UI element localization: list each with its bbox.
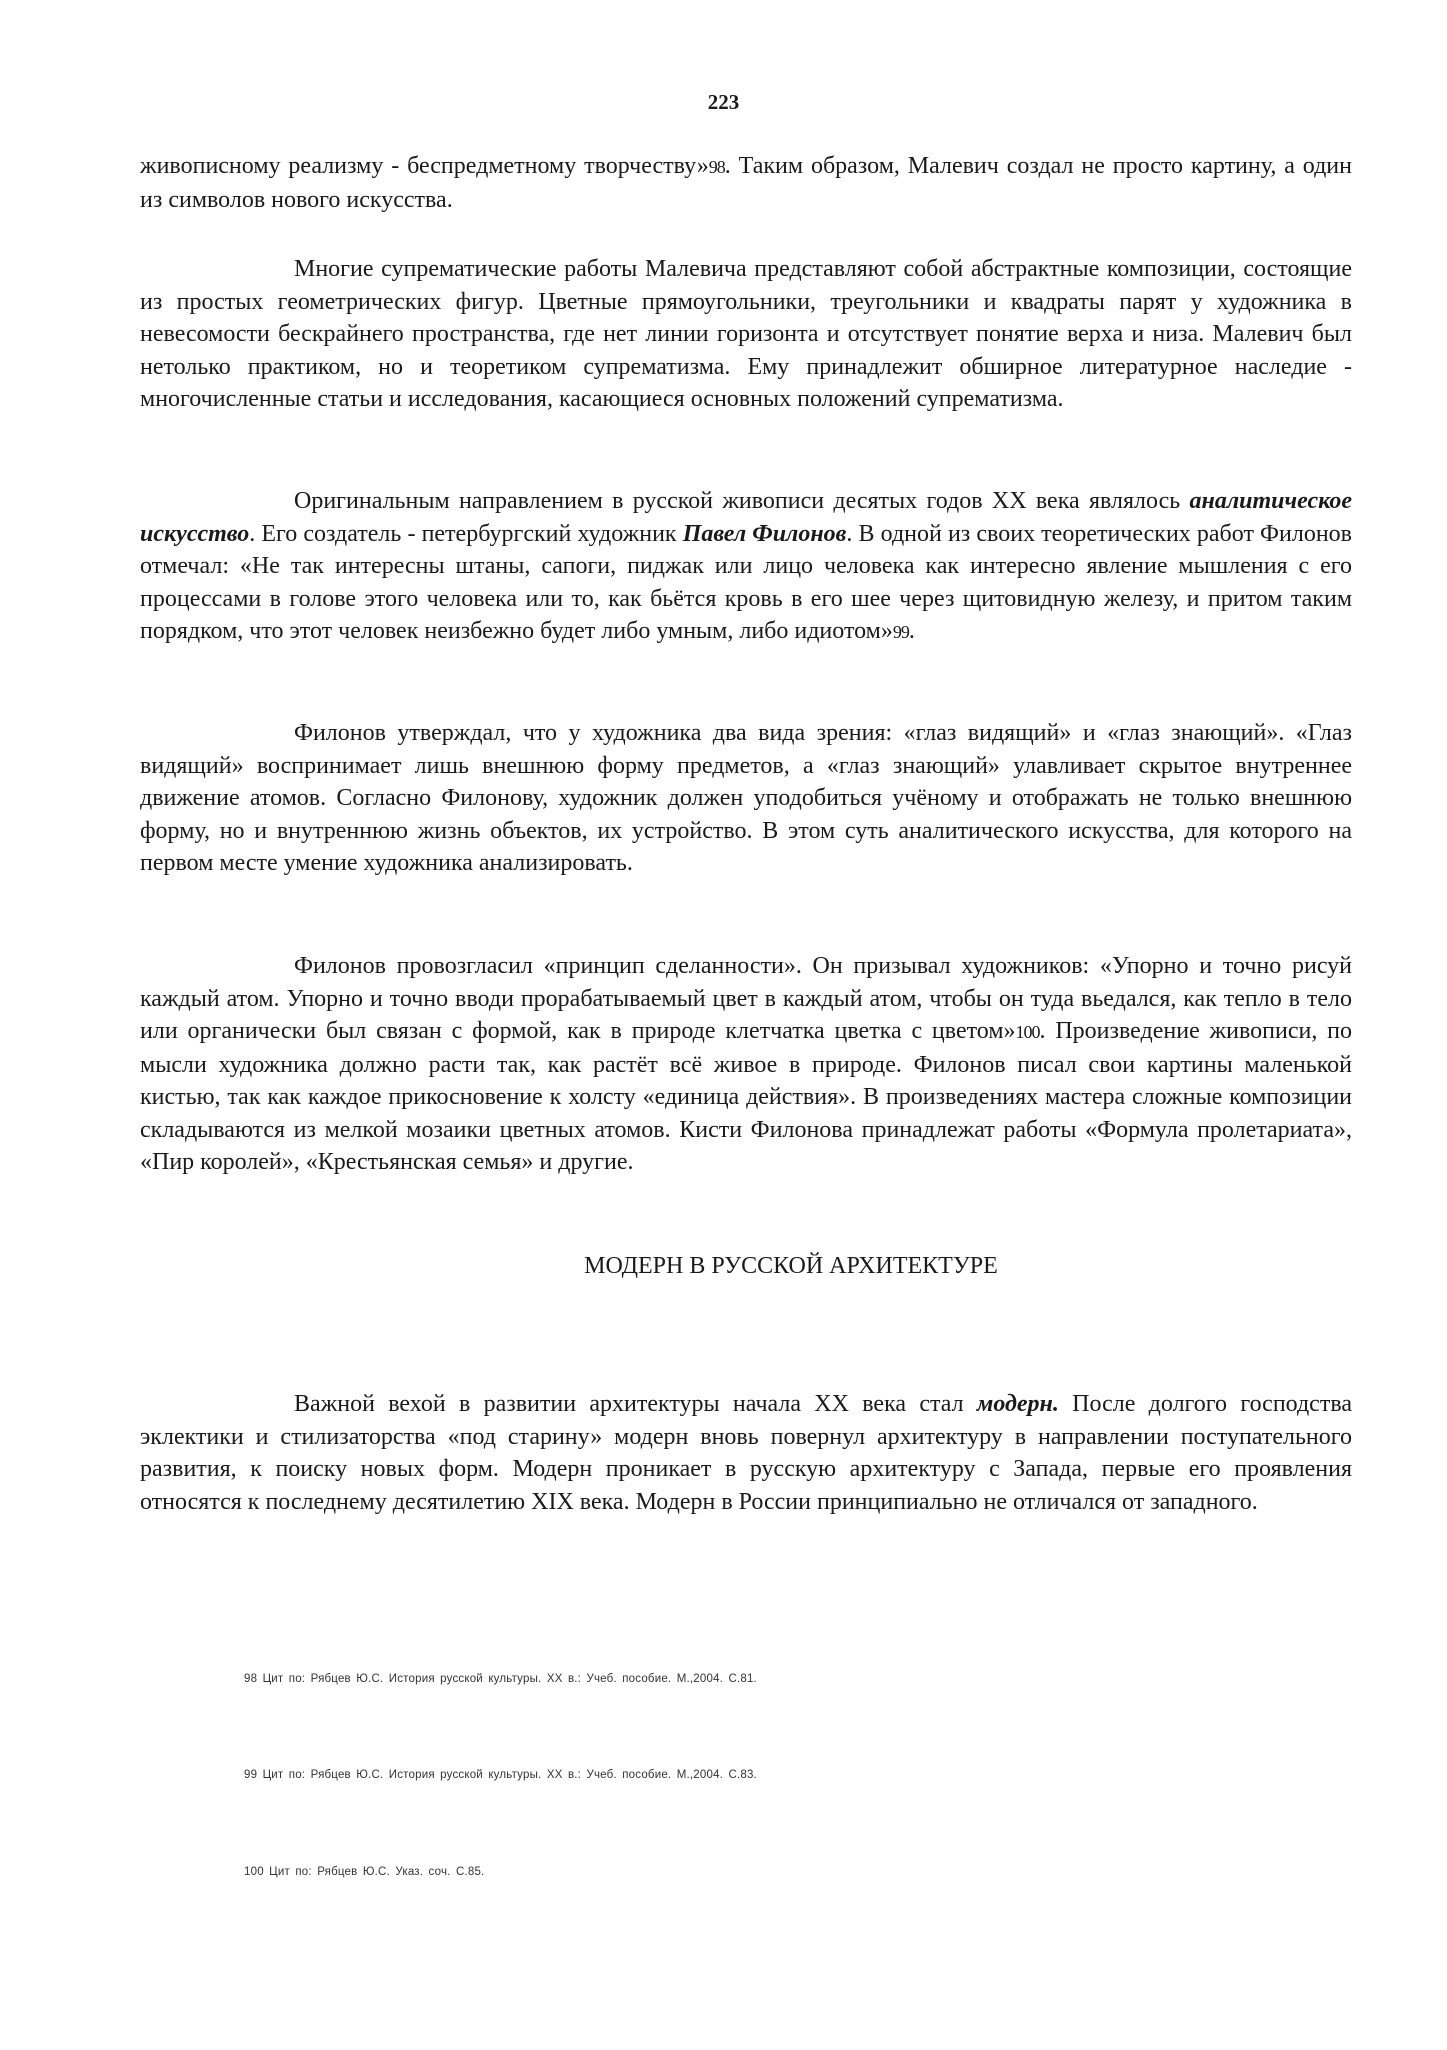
- section-heading: МОДЕРН В РУССКОЙ АРХИТЕКТУРЕ: [584, 1253, 998, 1279]
- paragraph-text: . В одной из своих теоретических работ Филонов отмечал: «Не так интересны штаны, сапоги, пиджак или лицо человека как интересно явление мышления с его процессами в голове этого человека или то, как бьётся кровь в его шее через щитовидную железу, и притом таким порядком, что этот человек неизбежно будет либо умным, либо идиотом»: [140, 520, 1353, 644]
- paragraph-text: Многие супрематические работы Малевича представляют собой абстрактные композиции, состоящие из простых геометрических фигур. Цветные прямоугольники, треугольники и квадраты парят у художника в невесомости бескрайнего пространства, где нет линии горизонта и отсутствует понятие верха и низа. Малевич был нетолько практиком, но и теоретиком супрематизма. Ему принадлежит обширное литературное наследие - многочисленные статьи и исследования, касающиеся основных положений супрематизма.: [140, 256, 1352, 412]
- paragraph-two-eyes: [140, 717, 1352, 880]
- paragraph-text: Оригинальным направлением в русской живописи десятых годов XX века являлось: [294, 488, 1190, 514]
- footnote-reference-99: 99: [892, 622, 909, 642]
- emphasis-term: аналитическое искусство: [140, 488, 1352, 547]
- paragraph-text: Филонов утверждал, что у художника два вида зрения: «глаз видящий» и «глаз знающий». «Глаз видящий» воспринимает лишь внешнюю форму предметов, а «глаз знающий» улавливает скрытое внутреннее движение атомов. Согласно Филонову, художник должен уподобиться учёному и отображать не только внешнюю форму, но и внутреннюю жизнь объектов, их устройство. В этом суть аналитического искусства, для которого на первом месте умение художника анализировать.: [140, 720, 1352, 876]
- paragraph-modern: [140, 1388, 1352, 1518]
- paragraph-madeness-principle: [140, 950, 1352, 1179]
- paragraph-continuation: [140, 150, 1352, 216]
- paragraph-text: Филонов провозгласил «принцип сделанности». Он призывал художников: «Упорно и точно рисуй каждый атом. Упорно и точно вводи прорабатываемый цвет в каждый атом, чтобы он туда вьедался, как тепло в тело или органически был связан с формой, как в природе клетчатка цветка с цветом»: [140, 953, 1352, 1044]
- footnote-reference-98: 98: [708, 157, 725, 177]
- paragraph-text: После долгого господства эклектики и стилизаторства «под старину» модерн вновь повернул архитектуру в направлении поступательного развития, к поиску новых форм. Модерн проникает в русскую архитектуру с Запада, первые его проявления относятся к последнему десятилетию XIX века. Модерн в России принципиально не отличался от западного.: [140, 1391, 1352, 1515]
- paragraph-text: живописному реализму - беспредметному творчеству»: [140, 153, 709, 179]
- paragraph-text: Важной вехой в развитии архитектуры начала XX века стал: [294, 1391, 977, 1417]
- paragraph-text: . Произведение живописи, по мысли художника должно расти так, как растёт всё живое в природе. Филонов писал свои картины маленькой кистью, так как каждое прикосновение к холсту «единица действия». В произведениях мастера сложные композиции складываются из мелкой мозаики цветных атомов. Кисти Филонова принадлежат работы «Формула пролетариата», «Пир королей», «Крестьянская семья» и другие.: [140, 1018, 1352, 1175]
- footnote-100: 100 Цит по: Рябцев Ю.С. Указ. соч. С.85.: [244, 1866, 485, 1878]
- emphasis-name: Павел Филонов: [682, 520, 847, 547]
- paragraph-suprematism: [140, 253, 1352, 416]
- footnote-reference-100: 100: [1015, 1022, 1040, 1042]
- emphasis-term: модерн.: [976, 1391, 1059, 1417]
- page-number: 223: [707, 90, 740, 114]
- paragraph-text: . Его создатель - петербургский художник: [249, 520, 683, 547]
- footnote-99: 99 Цит по: Рябцев Ю.С. История русской культуры. XX в.: Учеб. пособие. М.,2004. С.83.: [244, 1769, 757, 1781]
- footnote-98: 98 Цит по: Рябцев Ю.С. История русской культуры. XX в.: Учеб. пособие. М.,2004. С.81.: [244, 1673, 757, 1685]
- paragraph-text: .: [908, 618, 915, 644]
- paragraph-text: . Таким образом, Малевич создал не просто картину, а один из символов нового искусства.: [140, 153, 1352, 213]
- paragraph-analytical-art: [140, 485, 1352, 649]
